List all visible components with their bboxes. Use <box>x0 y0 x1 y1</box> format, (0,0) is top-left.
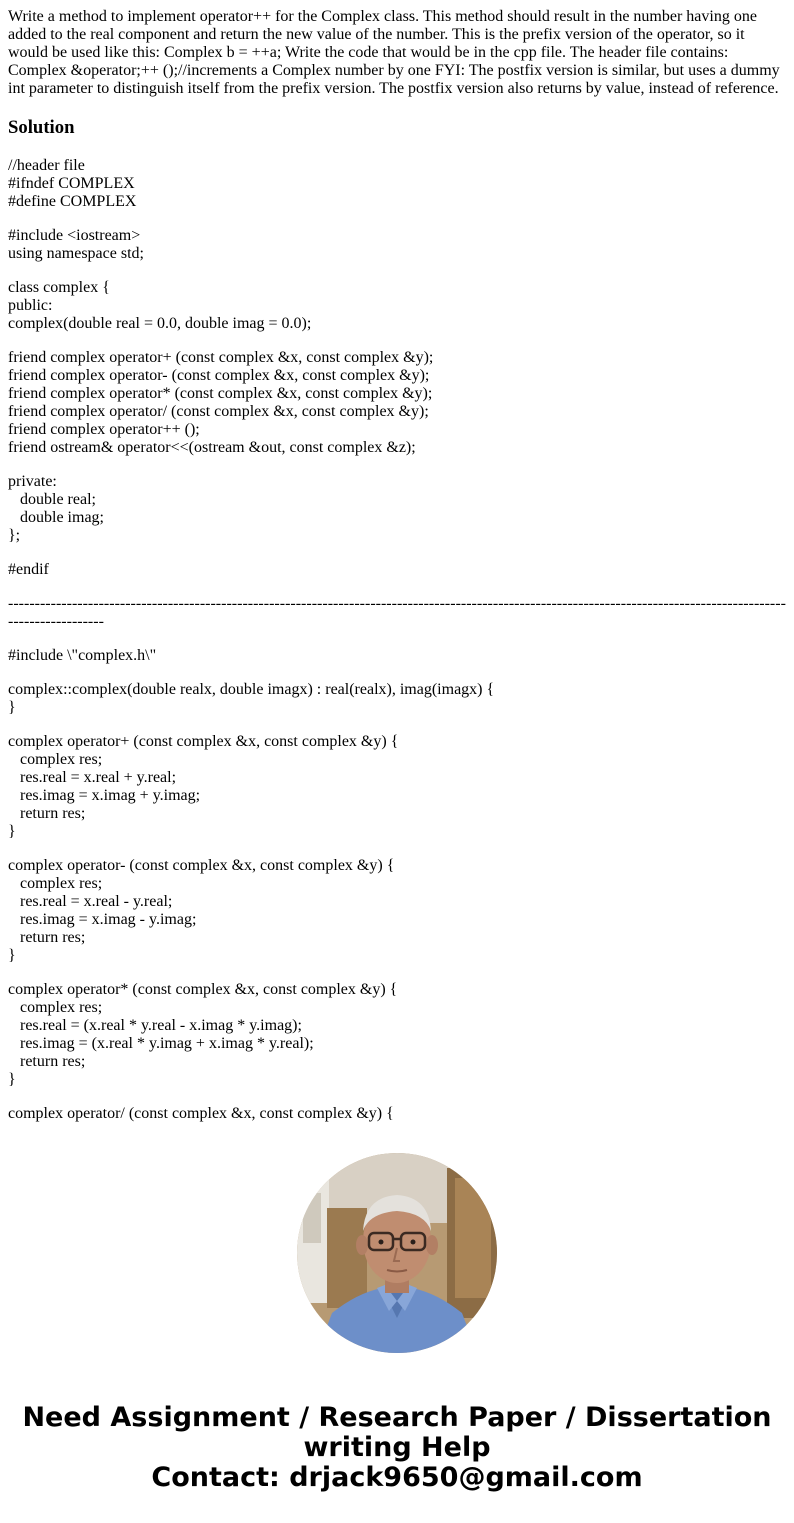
code-line: double real; <box>8 491 96 508</box>
code-line: complex res; <box>8 751 103 768</box>
code-line: } <box>8 699 16 716</box>
code-line: complex res; <box>8 999 103 1016</box>
code-line: res.imag = x.imag + y.imag; <box>8 787 201 804</box>
promo-line-2: writing Help <box>303 1432 491 1463</box>
code-line: res.real = x.real + y.real; <box>8 769 177 786</box>
code-line: friend complex operator/ (const complex &x, const complex &y); <box>8 403 429 420</box>
code-line: friend complex operator++ (); <box>8 421 200 438</box>
author-photo <box>297 1153 497 1353</box>
code-line: } <box>8 1071 16 1088</box>
question-text: Write a method to implement operator++ for the Complex class. This method should result in the number having one added to the real component and return the new value of the number. This is the prefix version of the operator, so it would be used like this: Complex b = ++a; Write the code that would be in the cpp file. The header file contains: Complex &operator;++ ();//increments a Complex number by one FYI: The postfix version is similar, but uses a dummy int parameter to distinguish itself from the prefix version. The postfix version also returns by value, instead of reference. <box>8 8 780 97</box>
code-line: res.imag = (x.real * y.imag + x.imag * y.real); <box>8 1035 314 1052</box>
code-line: complex operator/ (const complex &x, const complex &y) { <box>8 1105 394 1122</box>
code-line: class complex { <box>8 279 110 296</box>
code-line: friend complex operator+ (const complex &x, const complex &y); <box>8 349 434 366</box>
code-line: }; <box>8 527 21 544</box>
code-line: complex::complex(double realx, double imagx) : real(realx), imag(imagx) { <box>8 681 495 698</box>
code-line: #include <iostream> <box>8 227 141 244</box>
solution-code <box>8 157 786 1123</box>
code-line: double imag; <box>8 509 104 526</box>
code-line: complex(double real = 0.0, double imag = 0.0); <box>8 315 312 332</box>
promo-contact: Contact: drjack9650@gmail.com <box>151 1462 643 1493</box>
code-line: friend complex operator* (const complex &x, const complex &y); <box>8 385 433 402</box>
code-line: complex operator+ (const complex &x, const complex &y) { <box>8 733 399 750</box>
code-line: #include \"complex.h\" <box>8 647 157 664</box>
code-line: friend ostream& operator<<(ostream &out, const complex &z); <box>8 439 416 456</box>
code-line: complex operator* (const complex &x, const complex &y) { <box>8 981 398 998</box>
code-line: friend complex operator- (const complex &x, const complex &y); <box>8 367 430 384</box>
code-line: return res; <box>8 1053 86 1070</box>
code-line: res.imag = x.imag - y.imag; <box>8 911 197 928</box>
code-line: complex res; <box>8 875 103 892</box>
code-line: private: <box>8 473 57 490</box>
code-line: res.real = (x.real * y.real - x.imag * y.imag); <box>8 1017 302 1034</box>
code-line: } <box>8 947 16 964</box>
code-line: //header file <box>8 157 85 174</box>
code-line: } <box>8 823 16 840</box>
code-line: #endif <box>8 561 49 578</box>
separator-line: -------------------------------------------------------------------------------------------------------------------------------------------------------------------- <box>8 595 786 630</box>
solution-heading: Solution <box>8 117 75 138</box>
code-line: return res; <box>8 805 86 822</box>
code-line: using namespace std; <box>8 245 144 262</box>
code-line: #ifndef COMPLEX <box>8 175 135 192</box>
code-line: #define COMPLEX <box>8 193 137 210</box>
code-line: res.real = x.real - y.real; <box>8 893 173 910</box>
promo-line-1: Need Assignment / Research Paper / Dissertation <box>22 1402 772 1433</box>
code-line: return res; <box>8 929 86 946</box>
promo-footer <box>0 1403 794 1493</box>
portrait-image <box>297 1153 497 1353</box>
code-line: public: <box>8 297 53 314</box>
code-line: complex operator- (const complex &x, const complex &y) { <box>8 857 395 874</box>
